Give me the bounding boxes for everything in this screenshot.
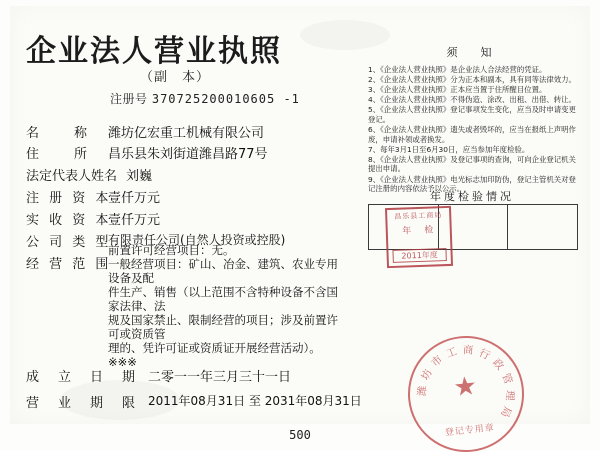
registration-number-row — [110, 90, 300, 107]
footer-page-number: 500 — [289, 428, 311, 442]
field-label-registered-capital: 注 册 资 本 — [26, 191, 112, 206]
scope-line-1: 前置许可经营项目：无。 — [108, 243, 235, 257]
field-label-legal-rep: 法定代表人姓名 — [26, 169, 118, 184]
inspection-seal-line-1: 昌乐县工商局 — [394, 211, 443, 221]
valid-period-value: 2011年08月31日 至 2031年08月31日 — [148, 394, 362, 408]
valid-period-label: 营 业 期 限 — [26, 396, 139, 411]
field-label-paid-capital: 实 收 资 本 — [26, 213, 112, 228]
notice-item: 5、《企业法人营业执照》登记事项发生变化，应当及时申请变更登记。 — [368, 105, 576, 124]
scope-line-5: 理的、凭许可证或资质证开展经营活动）。※※※ — [108, 341, 321, 369]
annual-inspection-title: 年度检验情况 — [430, 190, 514, 203]
notice-item: 2、《企业法人营业执照》分为正本和副本，具有同等法律效力。 — [368, 75, 576, 85]
field-value-registered-capital: 壹仟万元 — [108, 191, 161, 206]
document-subtitle: （副 本） — [140, 70, 211, 85]
registration-number-value: 370725200010605 -1 — [151, 92, 300, 106]
field-label-name: 名 称 — [26, 126, 91, 141]
field-value-paid-capital: 壹仟万元 — [108, 213, 161, 228]
notice-item: 7、每年3月1日至6月30日，应当参加年度检验。 — [368, 144, 530, 154]
inspection-seal-line-3: 2011年度 — [392, 248, 446, 263]
scope-line-2: 一般经营项目：矿山、冶金、建筑、农业专用设备及配 — [108, 257, 338, 285]
notice-section — [368, 44, 576, 194]
notice-item: 3、《企业法人营业执照》正本应当置于住所醒目位置。 — [368, 85, 547, 95]
field-value-address: 昌乐县朱刘街道潍昌路77号 — [108, 147, 268, 162]
registration-number-label: 注册号 — [110, 92, 148, 106]
field-label-company-type: 公 司 类 型 — [26, 235, 112, 250]
notice-item: 8、《企业法人营业执照》及登记事项的查询，可向企业登记机关提出申请。 — [368, 154, 576, 174]
field-label-business-scope: 经 营 范 围 — [26, 257, 112, 272]
star-icon: ★ — [452, 371, 479, 404]
establish-date-label: 成 立 日 期 — [26, 370, 139, 385]
official-seal-bottom-text: 登记专用章 — [444, 423, 496, 439]
inspection-cell — [508, 205, 577, 249]
field-value-company-type: 有限责任公司(自然人投资或控股) — [108, 233, 286, 247]
inspection-seal-line-2: 年 检 — [402, 225, 436, 237]
notice-title: 须 知 — [446, 46, 498, 59]
official-seal-ring-text: 潍 坊 市 工 商 行 政 管 理 局 — [416, 344, 516, 419]
notice-item: 1、《企业法人营业执照》是企业法人合法经营的凭证。 — [368, 65, 547, 74]
notice-item: 6、《企业法人营业执照》遗失或者毁坏的，应当在报纸上声明作废，申请补领或者换发。 — [368, 125, 576, 144]
scope-line-3: 件生产、销售（以上范围不含特种设备不含国家法律、法 — [108, 285, 338, 313]
field-label-address: 住 所 — [26, 147, 91, 162]
field-value-name: 潍坊亿宏重工机械有限公司 — [108, 126, 265, 141]
notice-list — [368, 65, 576, 194]
document-title: 企业法人营业执照 — [26, 34, 282, 69]
field-value-legal-rep: 刘巍 — [126, 169, 153, 184]
business-scope-text — [108, 243, 348, 369]
notice-item: 4、《企业法人营业执照》不得伪造、涂改、出租、出借、转让。 — [368, 95, 576, 105]
scope-line-4: 规及国家禁止、限制经营的项目；涉及前置许可或资质管 — [108, 313, 338, 341]
annual-inspection-seal — [385, 206, 453, 268]
establish-date-value: 二零一一年三月三十一日 — [148, 370, 292, 385]
notice-item: 9、《企业法人营业执照》电光标志加印防伪，登记主管机关对登记注册的内容依法予以公示。 — [368, 174, 576, 194]
